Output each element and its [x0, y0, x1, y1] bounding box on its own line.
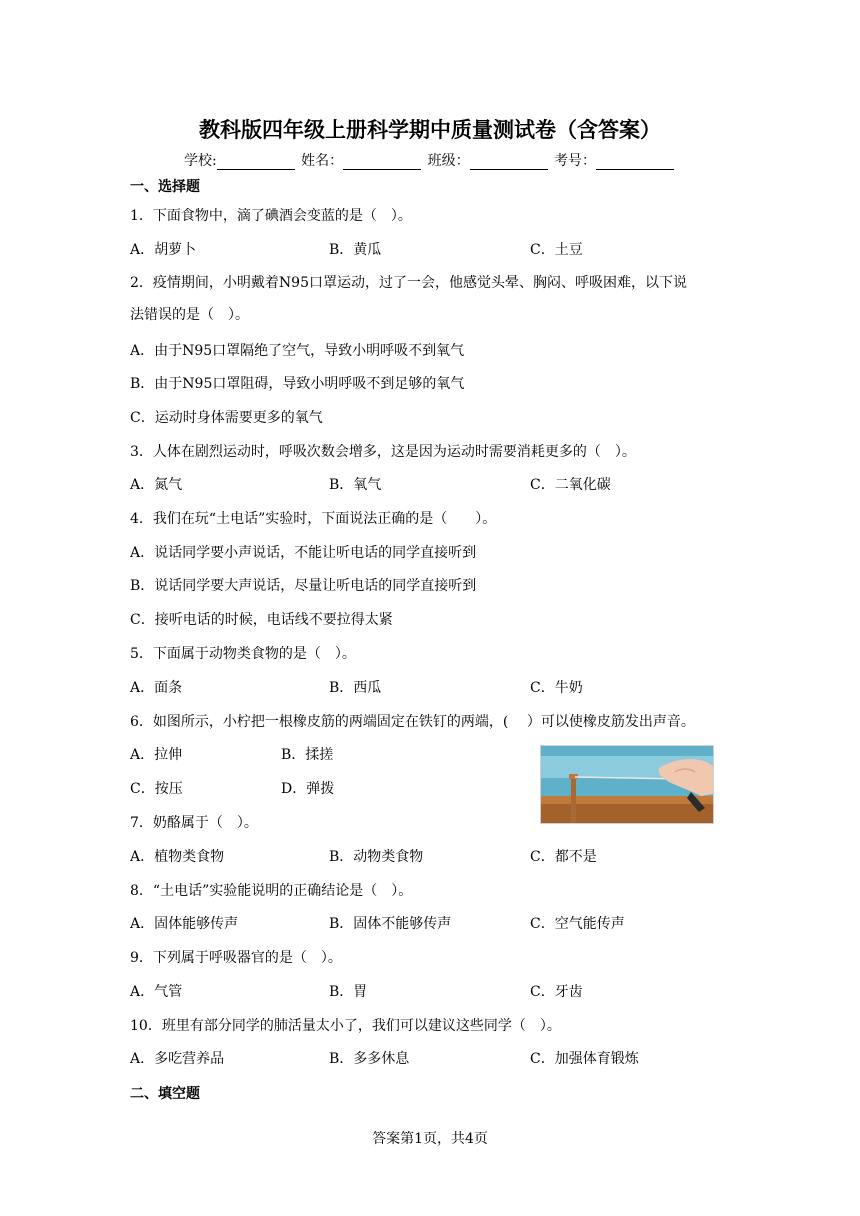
question-3-option-b: B．氧气	[329, 477, 382, 493]
name-label: 姓名：	[301, 153, 344, 169]
question-4-option-b: B．说话同学要大声说话，尽量让听电话的同学直接听到	[130, 578, 477, 594]
question-4-stem: 4．我们在玩“土电话”实验时，下面说法正确的是（ ）。	[130, 511, 497, 527]
question-1-option-c: C．土豆	[530, 242, 583, 258]
question-3-option-a: A．氮气	[130, 477, 183, 493]
question-2-option-b: B．由于N95口罩阻碍，导致小明呼吸不到足够的氧气	[130, 376, 465, 392]
student-info	[0, 150, 860, 170]
question-5-option-a: A．面条	[130, 680, 183, 696]
school-blank[interactable]	[217, 153, 295, 170]
question-6-option-a: A．拉伸	[130, 747, 183, 763]
question-2-option-a: A．由于N95口罩隔绝了空气，导致小明呼吸不到氧气	[130, 343, 465, 359]
question-7-option-b: B．动物类食物	[329, 849, 424, 865]
section-choice: 一、选择题	[130, 179, 200, 195]
question-7-option-c: C．都不是	[530, 849, 597, 865]
question-8-option-a: A．固体能够传声	[130, 916, 239, 932]
question-5-stem: 5．下面属于动物类食物的是（ ）。	[130, 646, 356, 662]
question-7-option-a: A．植物类食物	[130, 849, 225, 865]
question-10-option-a: A．多吃营养品	[130, 1051, 225, 1067]
question-1-option-a: A．胡萝卜	[130, 242, 197, 258]
rubber-band-photo	[540, 745, 714, 824]
question-6-stem: 6．如图所示，小柠把一根橡皮筋的两端固定在铁钉的两端，( ）可以使橡皮筋发出声音。	[130, 714, 695, 730]
name-blank[interactable]	[343, 153, 421, 170]
question-9-stem: 9．下列属于呼吸器官的是（ ）。	[130, 950, 342, 966]
question-9-option-c: C．牙齿	[530, 984, 583, 1000]
question-4-option-a: A．说话同学要小声说话，不能让听电话的同学直接听到	[130, 545, 477, 561]
question-9-option-a: A．气管	[130, 984, 183, 1000]
section-fill: 二、填空题	[130, 1086, 200, 1102]
question-3-stem: 3．人体在剧烈运动时，呼吸次数会增多，这是因为运动时需要消耗更多的（ ）。	[130, 444, 636, 460]
class-blank[interactable]	[470, 153, 548, 170]
question-2-stem-line1: 2．疫情期间，小明戴着N95口罩运动，过了一会，他感觉头晕、胸闷、呼吸困难，以下说	[130, 275, 687, 291]
question-6-option-b: B．揉搓	[281, 747, 334, 763]
question-8-stem: 8．“土电话”实验能说明的正确结论是（ ）。	[130, 883, 413, 899]
question-2-stem-line2: 法错误的是（ ）。	[130, 307, 249, 323]
question-3-option-c: C．二氧化碳	[530, 477, 611, 493]
page-footer: 答案第1页，共4页	[372, 1131, 488, 1147]
question-10-option-c: C．加强体育锻炼	[530, 1051, 639, 1067]
question-8-option-c: C．空气能传声	[530, 916, 625, 932]
question-4-option-c: C．接听电话的时候，电话线不要拉得太紧	[130, 612, 393, 628]
question-5-option-c: C．牛奶	[530, 680, 583, 696]
question-1-stem: 1．下面食物中，滴了碘酒会变蓝的是（ ）。	[130, 208, 412, 224]
question-5-option-b: B．西瓜	[329, 680, 382, 696]
question-6-option-d: D．弹拨	[281, 781, 335, 797]
question-9-option-b: B．胃	[329, 984, 368, 1000]
question-1-option-b: B．黄瓜	[329, 242, 382, 258]
question-2-option-c: C．运动时身体需要更多的氧气	[130, 410, 323, 426]
exam-no-blank[interactable]	[596, 153, 674, 170]
question-10-option-b: B．多多休息	[329, 1051, 410, 1067]
school-label: 学校:	[183, 153, 217, 169]
question-6-option-c: C．按压	[130, 781, 183, 797]
exam-no-label: 考号：	[554, 153, 597, 169]
rubber-band-illustration	[541, 746, 713, 823]
question-8-option-b: B．固体不能够传声	[329, 916, 452, 932]
class-label: 班级：	[427, 153, 470, 169]
question-7-stem: 7．奶酪属于（ ）。	[130, 815, 258, 831]
question-10-stem: 10．班里有部分同学的肺活量太小了，我们可以建议这些同学（ ）。	[130, 1018, 561, 1034]
page-title: 教科版四年级上册科学期中质量测试卷（含答案）	[199, 118, 661, 142]
